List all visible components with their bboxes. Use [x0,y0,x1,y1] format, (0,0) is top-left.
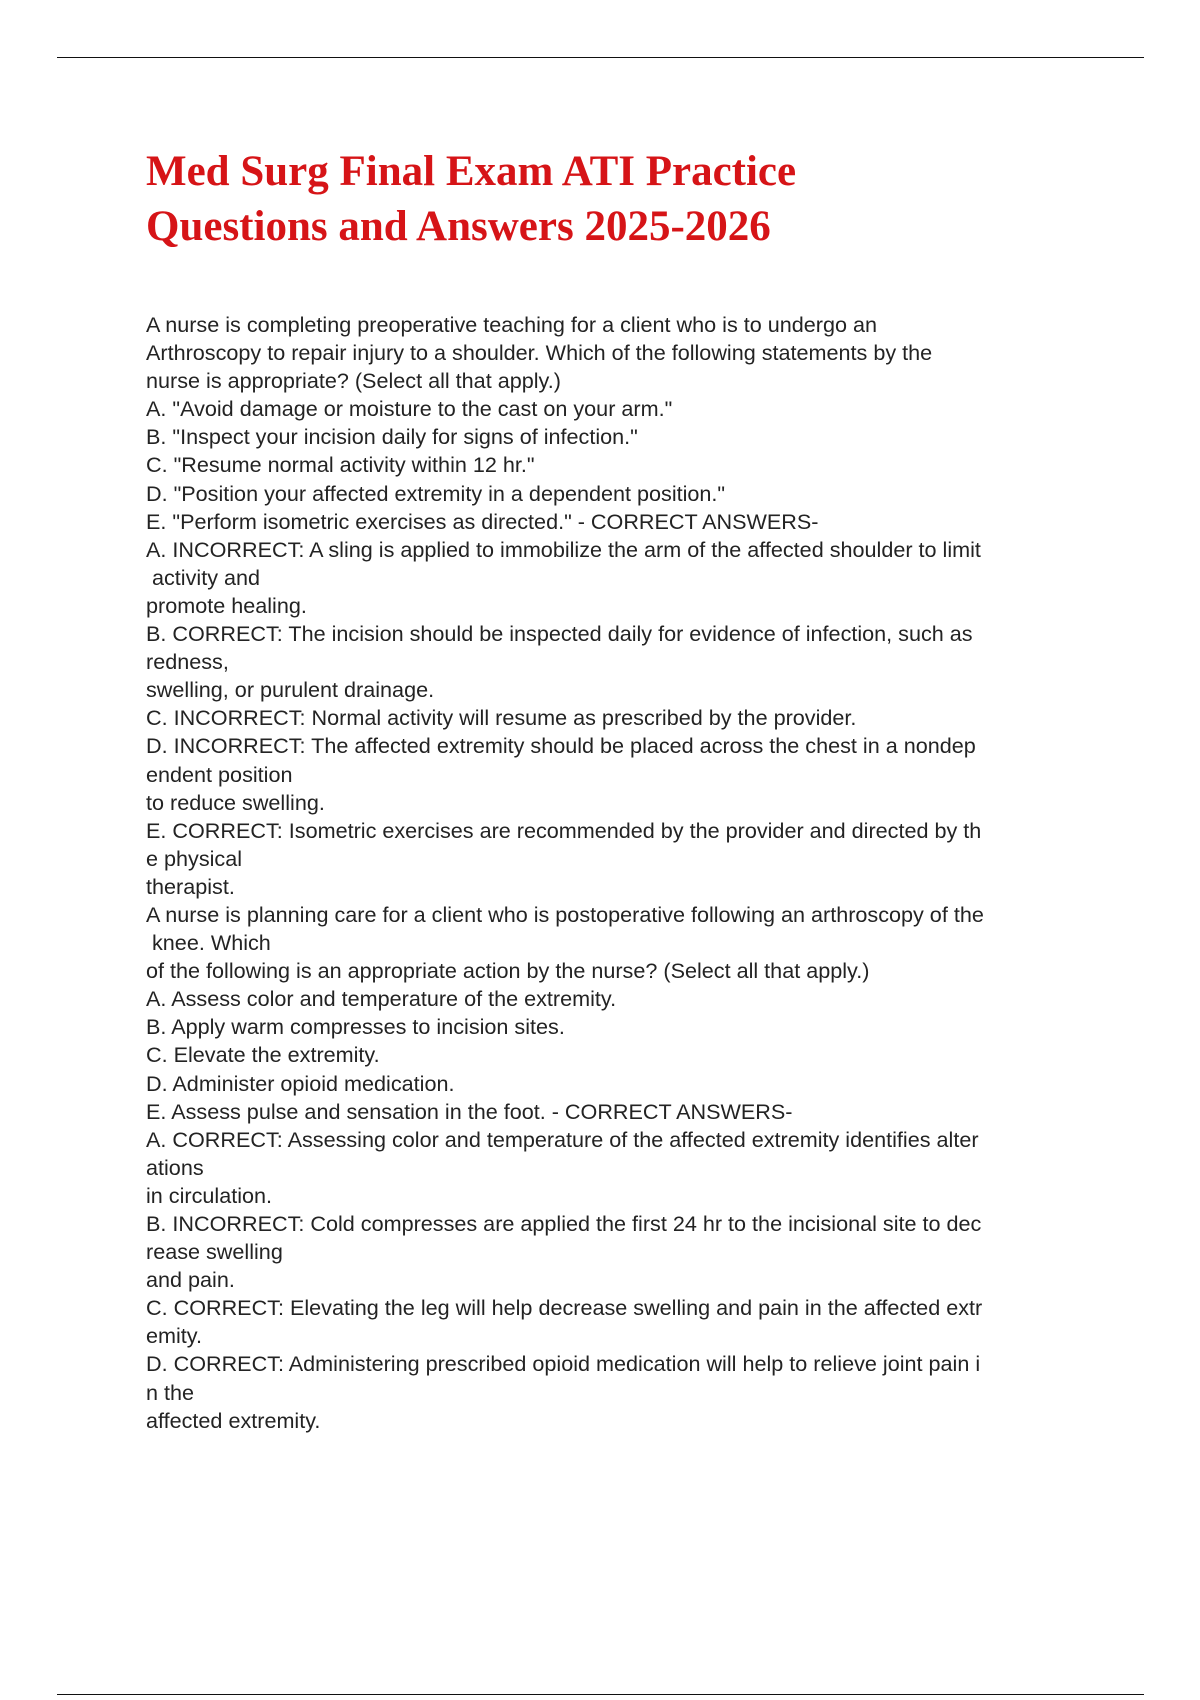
body-line: D. Administer opioid medication. [146,1070,455,1096]
body-line: E. "Perform isometric exercises as directed." - CORRECT ANSWERS- [146,508,819,534]
title-line-2: Questions and Answers 2025-2026 [146,203,771,250]
body-line: A. "Avoid damage or moisture to the cast on your arm." [146,396,673,422]
body-line: B. CORRECT: The incision should be inspected daily for evidence of infection, such as [146,621,973,647]
bottom-rule [57,1694,1144,1695]
body-line: A. CORRECT: Assessing color and temperature of the affected extremity identifies alter [146,1126,979,1152]
body-line: of the following is an appropriate action by the nurse? (Select all that apply.) [146,958,870,984]
top-rule [57,57,1144,58]
body-line: knee. Which [146,930,271,956]
body-line: A nurse is planning care for a client who is postoperative following an arthroscopy of the [146,901,984,927]
body-line: A. INCORRECT: A sling is applied to immobilize the arm of the affected shoulder to limit [146,536,981,562]
page-title [146,144,1106,254]
body-line: endent position [146,761,293,787]
body-line: e physical [146,845,243,871]
body-line: promote healing. [146,592,307,618]
body-line: C. "Resume normal activity within 12 hr." [146,452,535,478]
body-line: ations [146,1154,204,1180]
body-line: therapist. [146,873,235,899]
body-line: in circulation. [146,1182,273,1208]
body-line: to reduce swelling. [146,789,325,815]
body-line: E. Assess pulse and sensation in the foot. - CORRECT ANSWERS- [146,1098,793,1124]
body-line: D. INCORRECT: The affected extremity should be placed across the chest in a nondep [146,733,976,759]
body-line: D. "Position your affected extremity in a dependent position." [146,480,726,506]
body-line: B. Apply warm compresses to incision sites. [146,1014,565,1040]
body-line: n the [146,1379,195,1405]
body-line: and pain. [146,1267,235,1293]
body-line: activity and [146,564,261,590]
body-line: A nurse is completing preoperative teaching for a client who is to undergo an [146,312,878,337]
body-line: Arthroscopy to repair injury to a shoulder. Which of the following statements by the [146,340,933,366]
body-line: C. Elevate the extremity. [146,1042,380,1068]
body-line: C. CORRECT: Elevating the leg will help decrease swelling and pain in the affected extr [146,1295,983,1321]
body-line: A. Assess color and temperature of the extremity. [146,986,617,1012]
body-line: E. CORRECT: Isometric exercises are recommended by the provider and directed by th [146,817,982,843]
body-line: rease swelling [146,1239,283,1265]
body-line: C. INCORRECT: Normal activity will resume as prescribed by the provider. [146,705,857,731]
body-line: emity. [146,1323,202,1349]
title-line-1: Med Surg Final Exam ATI Practice [146,148,797,195]
body-line: D. CORRECT: Administering prescribed opioid medication will help to relieve joint pain i [146,1351,981,1377]
body-line: B. "Inspect your incision daily for signs of infection." [146,424,638,450]
body-line: redness, [146,649,229,675]
body-line: affected extremity. [146,1407,321,1433]
body-line: B. INCORRECT: Cold compresses are applied the first 24 hr to the incisional site to dec [146,1211,982,1236]
document-body [146,311,1106,1435]
body-line: nurse is appropriate? (Select all that apply.) [146,368,561,394]
body-line: swelling, or purulent drainage. [146,677,435,703]
